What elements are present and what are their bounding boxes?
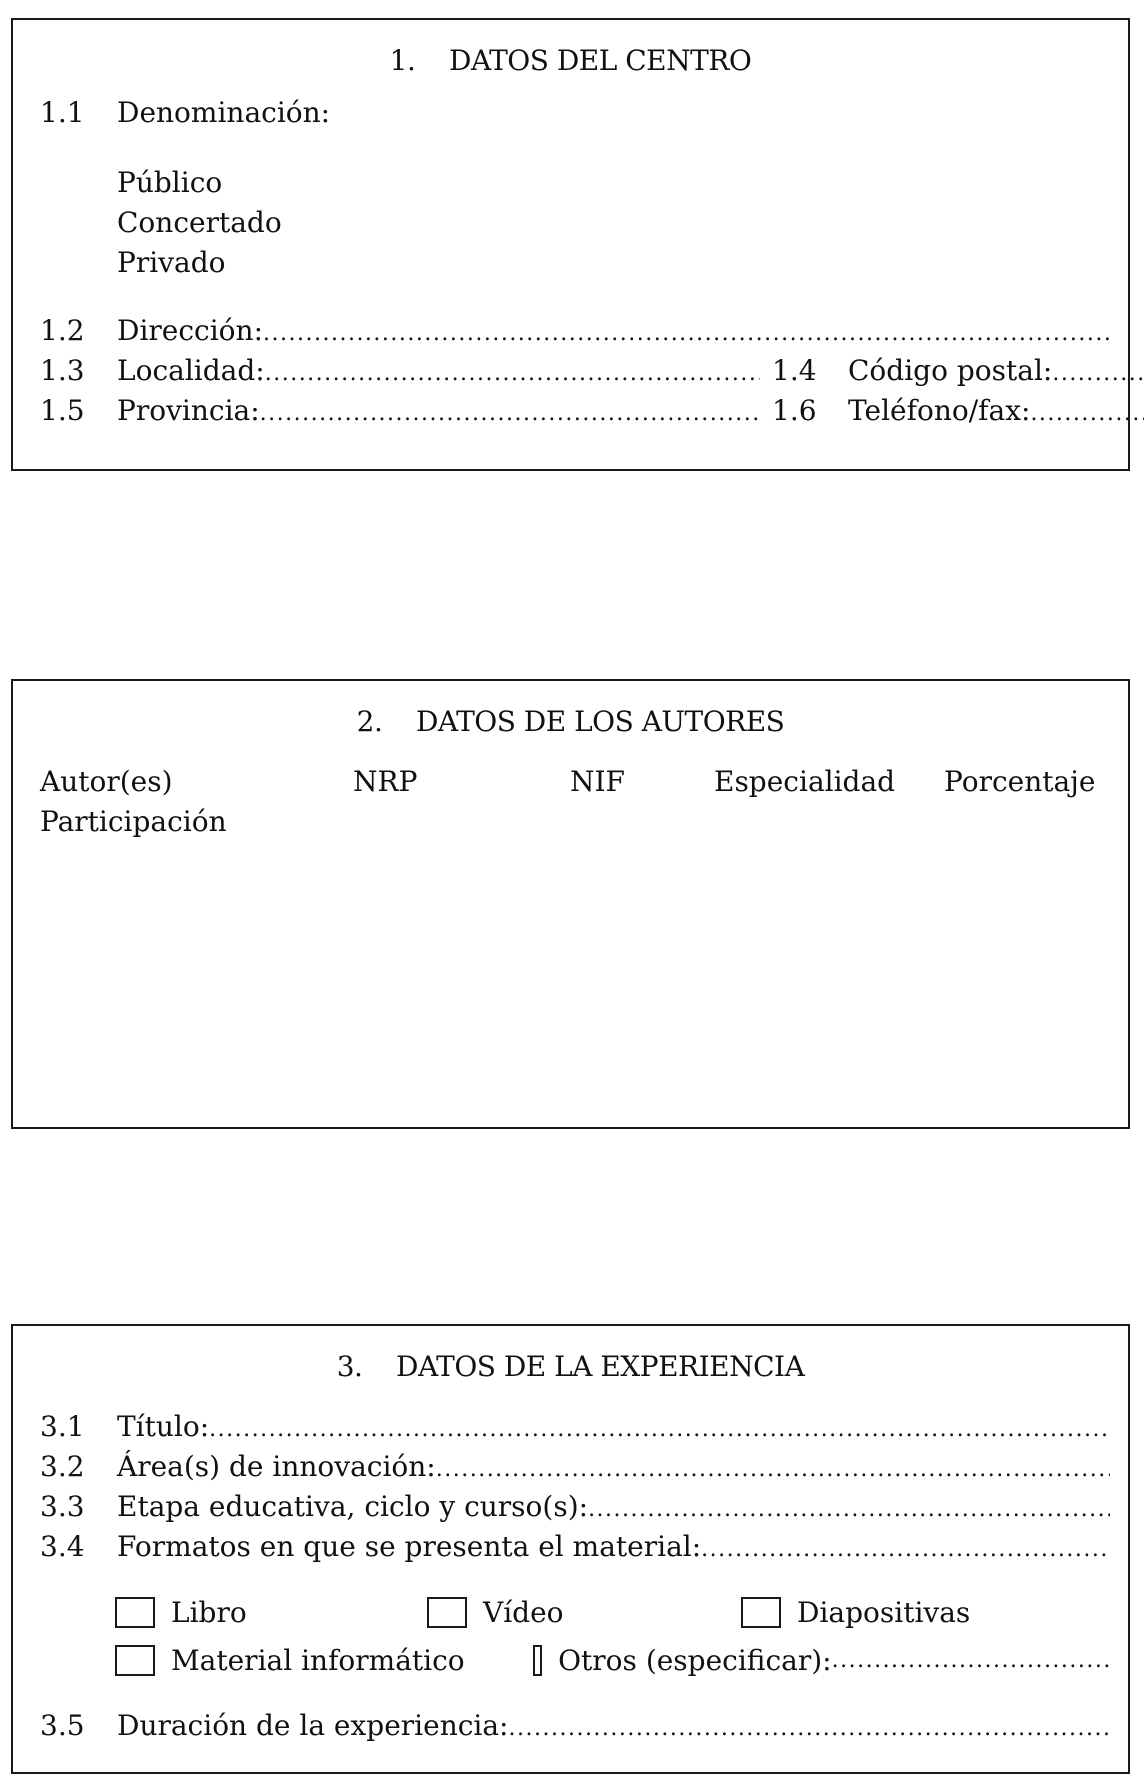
option-label: Diapositivas	[797, 1596, 971, 1629]
field-label: Dirección:	[117, 314, 264, 347]
field-number: 1.4	[772, 354, 817, 387]
field-number: 3.1	[40, 1410, 85, 1443]
field-formatos	[40, 1530, 1110, 1570]
column-header-autores: Autor(es)	[40, 765, 173, 798]
field-label: Denominación:	[117, 96, 331, 129]
duracion-input-line[interactable]	[509, 1716, 1111, 1741]
areas-input-line[interactable]	[436, 1457, 1110, 1482]
field-etapa	[40, 1490, 1110, 1530]
field-label: Duración de la experiencia:	[117, 1709, 509, 1742]
direccion-input-line[interactable]	[263, 321, 1110, 346]
option-concertado[interactable]: Concertado	[117, 206, 282, 239]
field-duracion	[40, 1709, 1110, 1749]
video-checkbox[interactable]	[427, 1597, 467, 1628]
field-label: Localidad:	[117, 354, 265, 387]
localidad-input-line[interactable]	[265, 361, 760, 386]
field-number: 1.1	[40, 96, 85, 129]
option-diapositivas[interactable]	[741, 1596, 970, 1629]
field-label: Código postal:	[848, 354, 1053, 387]
option-privado[interactable]: Privado	[117, 246, 226, 279]
option-material-informatico[interactable]	[115, 1644, 465, 1677]
option-label: Otros (especificar):	[558, 1644, 832, 1677]
otros-input-line[interactable]	[832, 1648, 1110, 1673]
material-informatico-checkbox[interactable]	[115, 1645, 155, 1676]
field-denominacion	[40, 96, 1110, 136]
section-1-title: 1. DATOS DEL CENTRO	[389, 44, 752, 77]
field-label: Área(s) de innovación:	[117, 1450, 436, 1483]
field-number: 3.5	[40, 1709, 85, 1742]
field-label: Etapa educativa, ciclo y curso(s):	[117, 1490, 589, 1523]
row-provincia-telefono	[40, 394, 1110, 434]
field-label: Teléfono/fax:	[848, 394, 1031, 427]
section-datos-experiencia	[11, 1324, 1130, 1774]
column-header-nrp: NRP	[353, 765, 418, 798]
autores-entry-area[interactable]	[33, 851, 1108, 1107]
diapositivas-checkbox[interactable]	[741, 1597, 781, 1628]
field-number: 3.2	[40, 1450, 85, 1483]
column-header-especialidad: Especialidad	[714, 765, 896, 798]
provincia-input-line[interactable]	[260, 401, 760, 426]
option-label: Vídeo	[483, 1596, 564, 1629]
field-number: 3.4	[40, 1530, 85, 1563]
option-publico[interactable]: Público	[117, 166, 223, 199]
otros-checkbox[interactable]	[533, 1645, 542, 1676]
codigo-postal-input-line[interactable]	[1052, 361, 1144, 386]
section-datos-autores	[11, 679, 1130, 1129]
option-label: Libro	[171, 1596, 247, 1629]
field-titulo	[40, 1410, 1110, 1450]
telefono-input-line[interactable]	[1030, 401, 1144, 426]
titulo-input-line[interactable]	[209, 1417, 1110, 1442]
field-number: 1.6	[772, 394, 817, 427]
option-video[interactable]	[427, 1596, 564, 1629]
column-header-nif: NIF	[570, 765, 625, 798]
field-label: Título:	[117, 1410, 210, 1443]
field-direccion	[40, 314, 1110, 354]
libro-checkbox[interactable]	[115, 1597, 155, 1628]
column-header-participacion: Participación	[40, 805, 227, 838]
option-libro[interactable]	[115, 1596, 247, 1629]
section-3-title: 3. DATOS DE LA EXPERIENCIA	[336, 1350, 805, 1383]
section-datos-centro	[11, 18, 1130, 471]
field-number: 1.2	[40, 314, 85, 347]
field-label: Formatos en que se presenta el material:	[117, 1530, 702, 1563]
field-number: 3.3	[40, 1490, 85, 1523]
option-label: Material informático	[171, 1644, 465, 1677]
option-otros[interactable]	[533, 1644, 1110, 1677]
row-localidad-cp	[40, 354, 1110, 394]
field-label: Provincia:	[117, 394, 260, 427]
column-header-porcentaje: Porcentaje	[944, 765, 1096, 798]
field-areas	[40, 1450, 1110, 1490]
formatos-input-line[interactable]	[701, 1537, 1110, 1562]
section-2-title: 2. DATOS DE LOS AUTORES	[356, 705, 785, 738]
field-number: 1.3	[40, 354, 85, 387]
etapa-input-line[interactable]	[588, 1497, 1110, 1522]
field-number: 1.5	[40, 394, 85, 427]
